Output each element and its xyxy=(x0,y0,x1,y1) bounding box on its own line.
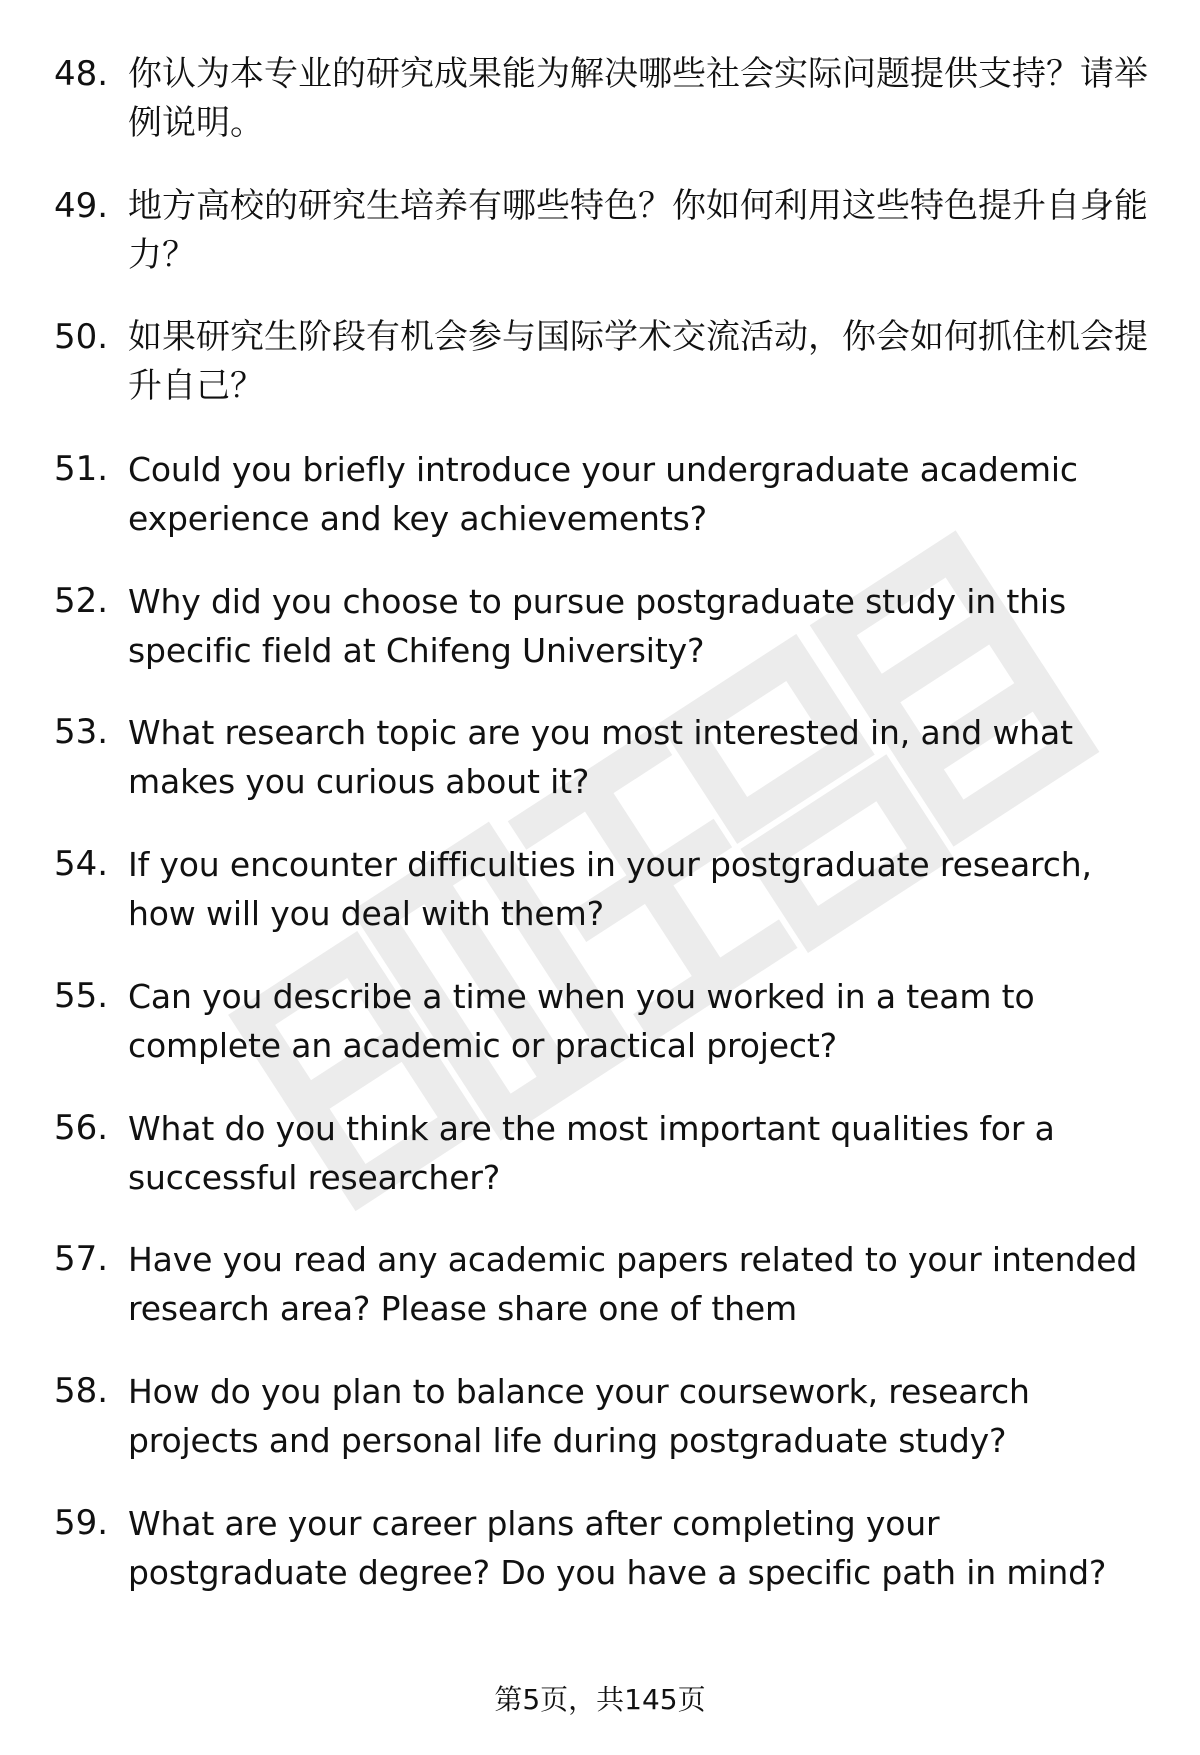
question-number: 58. xyxy=(54,1370,109,1411)
question-item xyxy=(0,445,1200,577)
page-number-footer: 第5页，共145页 xyxy=(494,1683,706,1716)
question-text: Could you briefly introduce your undergraduate academic experience and key achievements? xyxy=(128,450,1078,539)
question-list xyxy=(0,50,1200,1630)
question-item xyxy=(0,1235,1200,1367)
question-item xyxy=(0,1499,1200,1631)
question-text: If you encounter difficulties in your postgraduate research, how will you deal with them? xyxy=(128,845,1092,934)
question-item xyxy=(0,840,1200,972)
question-item xyxy=(0,313,1200,445)
question-number: 56. xyxy=(54,1107,109,1148)
question-number: 59. xyxy=(54,1502,109,1543)
question-item xyxy=(0,577,1200,709)
question-number: 48. xyxy=(54,54,109,94)
question-number: 55. xyxy=(54,975,109,1016)
question-text: What are your career plans after completing your postgraduate degree? Do you have a specific path in mind? xyxy=(128,1503,1107,1592)
question-text: Why did you choose to pursue postgraduate study in this specific field at Chifeng University? xyxy=(128,581,1066,670)
question-number: 52. xyxy=(54,580,109,621)
question-text: 你认为本专业的研究成果能为解决哪些社会实际问题提供支持？请举例说明。 xyxy=(128,54,1148,143)
question-text: Can you describe a time when you worked in a team to complete an academic or practical project? xyxy=(128,976,1035,1065)
question-text: What do you think are the most important qualities for a successful researcher? xyxy=(128,1108,1055,1197)
question-number: 53. xyxy=(54,712,109,753)
question-text: 如果研究生阶段有机会参与国际学术交流活动，你会如何抓住机会提升自己？ xyxy=(128,317,1148,407)
question-number: 54. xyxy=(54,844,109,885)
question-item xyxy=(0,972,1200,1104)
question-number: 50. xyxy=(54,317,109,358)
question-number: 49. xyxy=(54,185,109,226)
question-item xyxy=(0,50,1200,182)
question-number: 51. xyxy=(54,449,109,490)
question-item xyxy=(0,1367,1200,1499)
question-text: How do you plan to balance your coursework, research projects and personal life during postgraduate study? xyxy=(128,1371,1030,1460)
question-item xyxy=(0,708,1200,840)
question-text: What research topic are you most interested in, and what makes you curious about it? xyxy=(128,713,1073,802)
question-item xyxy=(0,182,1200,314)
question-text: Have you read any academic papers related to your intended research area? Please share one of them xyxy=(128,1240,1138,1329)
question-text: 地方高校的研究生培养有哪些特色？你如何利用这些特色提升自身能力？ xyxy=(128,185,1148,275)
question-number: 57. xyxy=(54,1239,109,1280)
question-item xyxy=(0,1104,1200,1236)
